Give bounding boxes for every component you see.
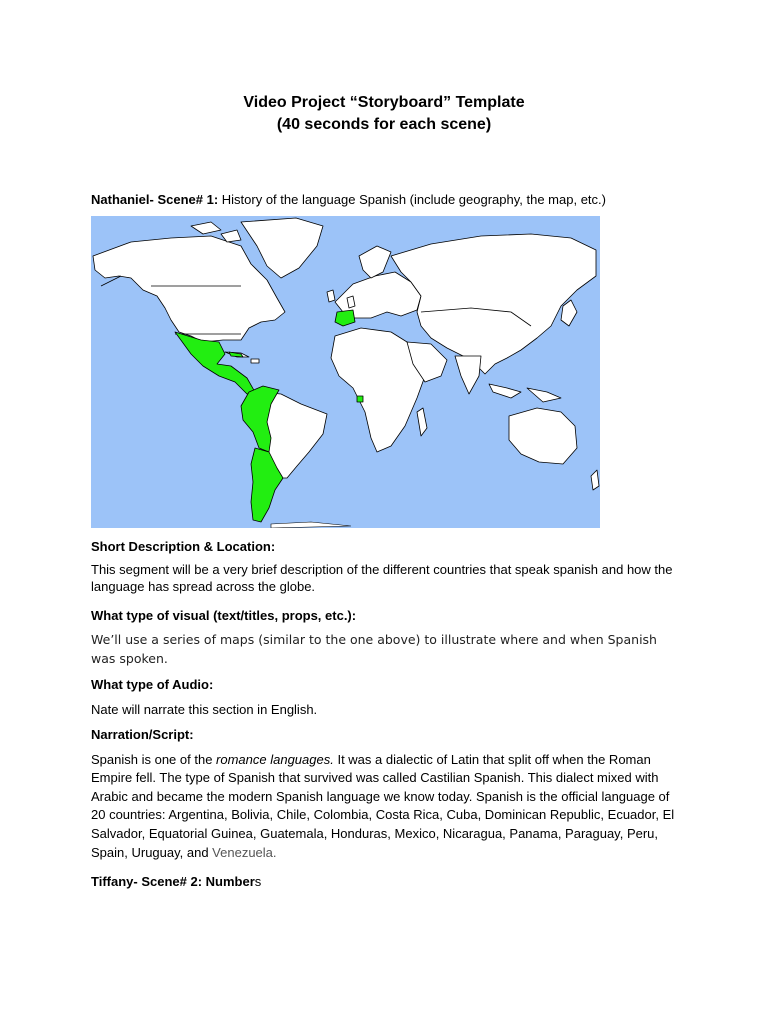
audio-label: What type of Audio:	[91, 677, 214, 692]
scene-1-description: History of the language Spanish (include geography, the map, etc.)	[218, 192, 606, 207]
region-mexico	[175, 332, 255, 394]
narration-italic: romance languages.	[216, 751, 334, 767]
short-description-text: This segment will be a very brief description of the different countries that speak spanish and how the language has spread across the globe.	[91, 562, 673, 594]
narration-section	[91, 726, 681, 862]
short-description-label: Short Description & Location:	[91, 539, 276, 554]
region-equatorial-guinea	[357, 396, 363, 402]
title-line-1: Video Project “Storyboard” Template	[243, 94, 525, 111]
scene-2-label: Tiffany- Scene# 2: Number	[91, 874, 255, 889]
narration-label: Narration/Script:	[91, 727, 194, 742]
narration-text	[91, 751, 681, 863]
audio-text: Nate will narrate this section in English.	[91, 702, 318, 717]
scene-2-tail: s	[254, 874, 262, 889]
title-line-2: (40 seconds for each scene)	[276, 116, 492, 133]
scene-2-heading	[91, 873, 681, 890]
scene-1-heading	[91, 191, 691, 208]
world-map	[91, 216, 600, 528]
region-spain	[335, 310, 355, 326]
land-australia	[509, 408, 577, 464]
audio-section	[91, 676, 681, 718]
short-description-section	[91, 538, 681, 595]
narration-part-1: Spanish is one of the	[91, 751, 217, 767]
visual-label: What type of visual (text/titles, props, etc.):	[91, 608, 357, 623]
narration-last: Venezuela.	[212, 844, 277, 860]
visual-text: We’ll use a series of maps (similar to the one above) to illustrate where and when Spanish was spoken.	[91, 632, 657, 666]
narration-part-2: It was a dialectic of Latin that split off when the Roman Empire fell. The type of Spanish that survived was called Castilian Spanish. This dialect mixed with Arabic and became the modern Spanish language we know today. Spanish is the official language of 20 countries: Argentina, Bolivia, Chile, Colombia, Costa Rica, Cuba, Dominican Republic, Ecuador, El Salvador, Equatorial Guinea, Guatemala, Honduras, Mexico, Nicaragua, Panama, Paraguay, Peru, Spain, Uruguay, and	[91, 751, 675, 860]
visual-section	[91, 607, 681, 668]
scene-1-label: Nathaniel- Scene# 1:	[91, 192, 219, 207]
land-north-america	[93, 236, 285, 342]
world-map-graphic	[91, 216, 600, 528]
document-title	[0, 92, 768, 136]
